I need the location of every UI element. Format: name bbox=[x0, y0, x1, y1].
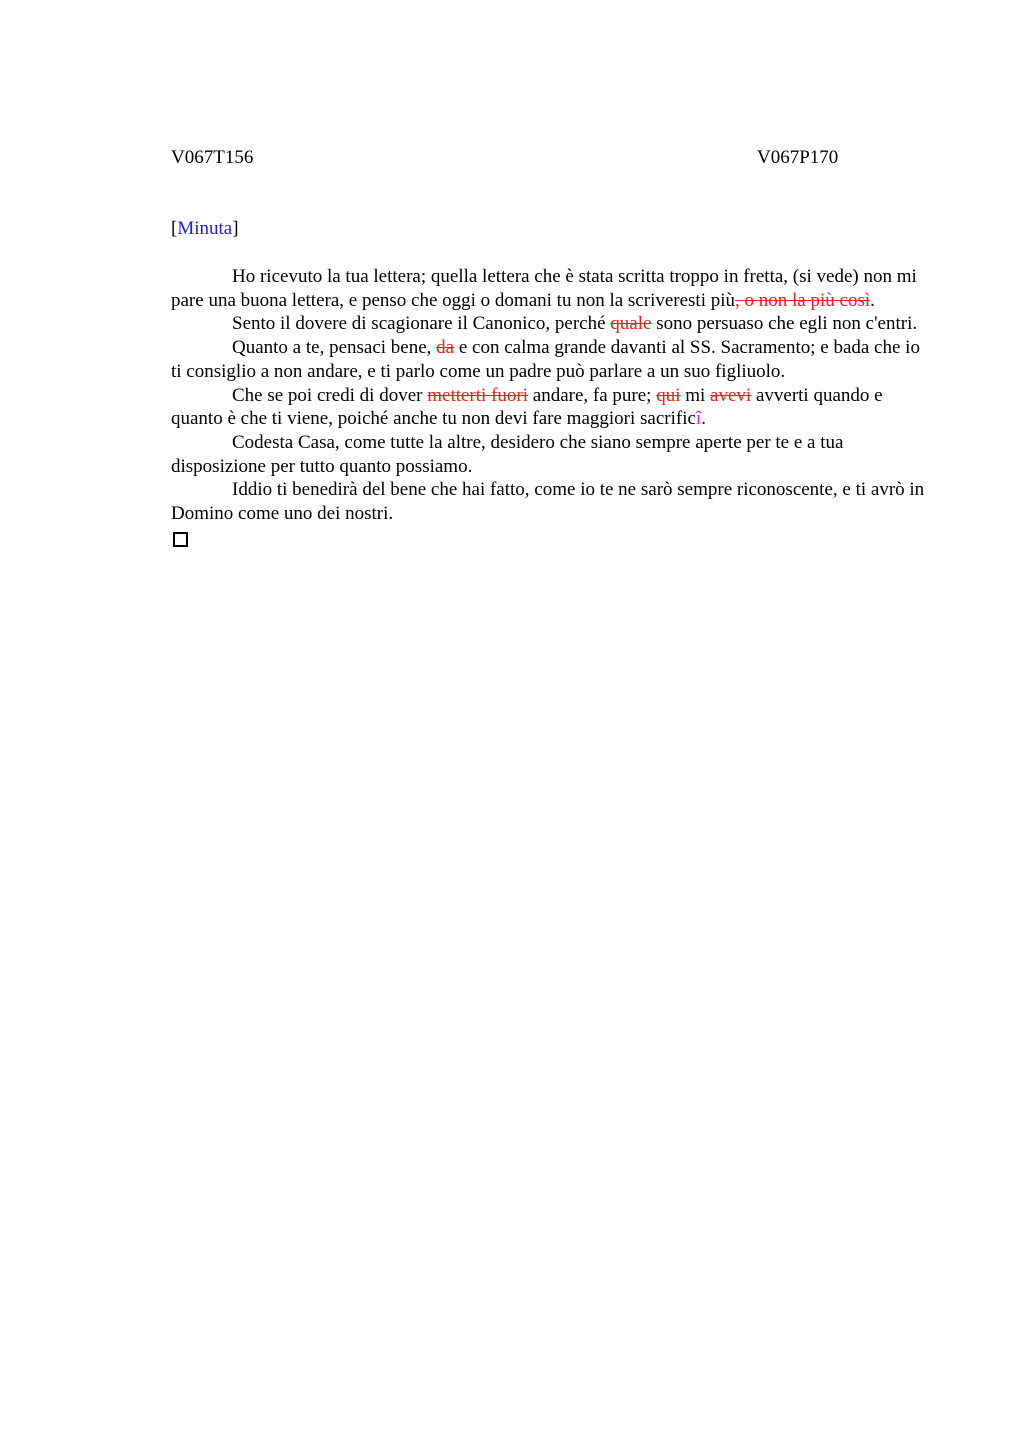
paragraph-4 bbox=[171, 384, 928, 431]
editorial-mark: î bbox=[695, 408, 702, 430]
deleted-text: avevi bbox=[710, 384, 752, 406]
document-page bbox=[171, 146, 928, 553]
paragraph-6 bbox=[171, 478, 928, 525]
text-segment: sono persuaso che egli non c'entri. bbox=[651, 313, 918, 335]
text-segment: . bbox=[870, 289, 875, 311]
document-code-left: V067T156 bbox=[171, 147, 254, 168]
text-segment: Codesta Casa, come tutte la altre, desidero che siano sempre aperte per te e a tua disposizione per tutto quanto possiamo. bbox=[171, 431, 844, 477]
paragraph-1 bbox=[171, 265, 928, 312]
text-segment: Ho ricevuto la tua lettera; quella lettera che è stata scritta troppo in fretta, (si vede) non mi pare una buona lettera, e penso che oggi o domani tu non la scriveresti più bbox=[171, 266, 917, 311]
document-type-label bbox=[171, 217, 928, 241]
paragraph-3 bbox=[171, 336, 928, 383]
text-segment: mi bbox=[680, 384, 711, 406]
text-segment: . bbox=[701, 408, 706, 430]
deleted-text: da bbox=[436, 337, 455, 359]
document-header bbox=[171, 146, 928, 170]
text-segment: Quanto a te, pensaci bene, bbox=[232, 337, 437, 359]
deleted-text: metterti fuori bbox=[427, 384, 529, 406]
end-of-document bbox=[171, 526, 928, 554]
label-open-bracket: [ bbox=[171, 218, 178, 239]
letter-body bbox=[171, 265, 928, 553]
text-segment: avverti quando e quanto è che ti viene, poiché anche tu non devi fare maggiori sacrific bbox=[171, 384, 883, 430]
paragraph-5 bbox=[171, 431, 928, 478]
text-segment: Che se poi credi di dover bbox=[232, 384, 428, 406]
text-segment: Sento il dovere di scagionare il Canonico, perché bbox=[232, 313, 611, 335]
deleted-text: qui bbox=[656, 384, 681, 406]
label-close-bracket: ] bbox=[232, 218, 239, 239]
text-segment: e con calma grande davanti al SS. Sacramento; e bada che io ti consiglio a non andare, e ti parlo come un padre può parlare a un suo figliuolo. bbox=[171, 337, 920, 382]
text-segment: andare, fa pure; bbox=[528, 384, 657, 406]
square-outline-icon bbox=[173, 532, 188, 547]
deleted-text: quale bbox=[610, 313, 652, 335]
paragraph-2 bbox=[171, 312, 928, 336]
text-segment: Iddio ti benedirà del bene che hai fatto, come io te ne sarò sempre riconoscente, e ti avrò in Domino come uno dei nostri. bbox=[171, 479, 925, 525]
label-word: Minuta bbox=[177, 218, 233, 239]
document-code-right: V067P170 bbox=[757, 147, 839, 168]
deleted-text: , o non la più così bbox=[735, 289, 871, 311]
